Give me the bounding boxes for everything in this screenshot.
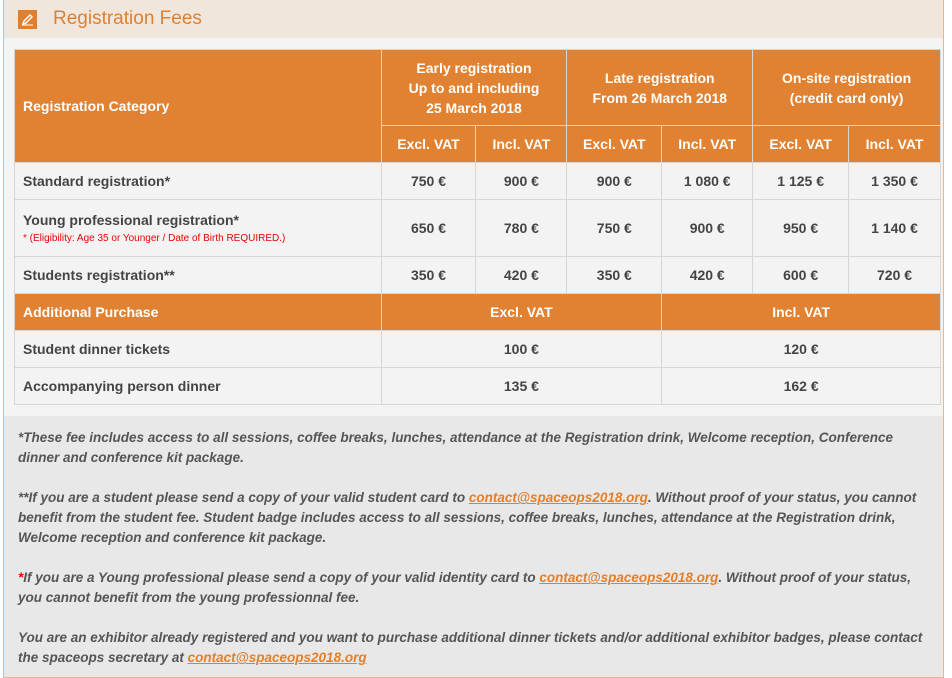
price-cell: 135 €: [381, 368, 662, 405]
note-student: **If you are a student please send a copy of your valid student card to contact@spaceops2018.org. Without proof of your status, you cannot benefit from the student fee. Student badge includes access to all sessions, coffee breaks, lunches, attendance at the Registration drink, Welcome reception and conference kit package.: [18, 490, 917, 545]
price-cell: 350 €: [567, 257, 662, 294]
category-header: Registration Category: [15, 50, 382, 163]
price-cell: 750 €: [567, 200, 662, 257]
price-cell: 120 €: [662, 331, 941, 368]
table-row: [15, 368, 941, 405]
note-fee-includes: *These fee includes access to all sessions, coffee breaks, lunches, attendance at the Registration drink, Welcome reception, Conference dinner and conference kit package.: [18, 430, 894, 465]
registration-fees-panel: [3, 0, 944, 678]
price-cell: 420 €: [662, 257, 753, 294]
notes-section: [4, 416, 943, 677]
price-cell: 420 €: [476, 257, 567, 294]
price-cell: 1 140 €: [849, 200, 941, 257]
price-cell: 720 €: [849, 257, 941, 294]
price-cell: 950 €: [753, 200, 849, 257]
excl-vat-header: Excl. VAT: [381, 294, 662, 331]
price-cell: 780 €: [476, 200, 567, 257]
row-label: Students registration**: [15, 257, 382, 294]
price-cell: 100 €: [381, 331, 662, 368]
period-header: On-site registration (credit card only): [753, 50, 941, 126]
row-label: Student dinner tickets: [15, 331, 382, 368]
table-row: [15, 163, 941, 200]
row-label: Accompanying person dinner: [15, 368, 382, 405]
note-exhibitor: You are an exhibitor already registered and you want to purchase additional dinner tickets and/or additional exhibitor badges, please contact the spaceops secretary at contact@spaceops2018.org: [18, 630, 923, 665]
incl-vat-header: Incl. VAT: [476, 126, 567, 163]
table-row: [15, 200, 941, 257]
price-cell: 162 €: [662, 368, 941, 405]
excl-vat-header: Excl. VAT: [381, 126, 476, 163]
excl-vat-header: Excl. VAT: [567, 126, 662, 163]
price-cell: 1 350 €: [849, 163, 941, 200]
additional-header: Additional Purchase: [15, 294, 382, 331]
row-label: Young professional registration* * (Eligibility: Age 35 or Younger / Date of Birth REQUIRED.): [15, 200, 382, 257]
price-cell: 750 €: [381, 163, 476, 200]
price-cell: 1 080 €: [662, 163, 753, 200]
fees-table: [14, 49, 941, 405]
price-cell: 900 €: [662, 200, 753, 257]
price-cell: 900 €: [567, 163, 662, 200]
excl-vat-header: Excl. VAT: [753, 126, 849, 163]
contact-email-link[interactable]: contact@spaceops2018.org: [468, 490, 648, 505]
note-young-professional: *If you are a Young professional please send a copy of your valid identity card to contact@spaceops2018.org. Without proof of your status, you cannot benefit from the young professionnal fee.: [18, 570, 911, 605]
incl-vat-header: Incl. VAT: [662, 294, 941, 331]
eligibility-note: * (Eligibility: Age 35 or Younger / Date of Birth REQUIRED.): [23, 233, 286, 244]
price-cell: 600 €: [753, 257, 849, 294]
incl-vat-header: Incl. VAT: [849, 126, 941, 163]
price-cell: 1 125 €: [753, 163, 849, 200]
table-row: [15, 257, 941, 294]
incl-vat-header: Incl. VAT: [662, 126, 753, 163]
period-header: Early registration Up to and including 25 March 2018: [381, 50, 567, 126]
panel-header: [4, 0, 943, 38]
edit-icon: [18, 10, 37, 29]
price-cell: 350 €: [381, 257, 476, 294]
table-row: [15, 331, 941, 368]
row-label: Standard registration*: [15, 163, 382, 200]
panel-title: Registration Fees: [53, 8, 202, 29]
price-cell: 650 €: [381, 200, 476, 257]
period-header: Late registration From 26 March 2018: [567, 50, 753, 126]
contact-email-link[interactable]: contact@spaceops2018.org: [187, 650, 367, 665]
contact-email-link[interactable]: contact@spaceops2018.org: [539, 570, 719, 585]
price-cell: 900 €: [476, 163, 567, 200]
